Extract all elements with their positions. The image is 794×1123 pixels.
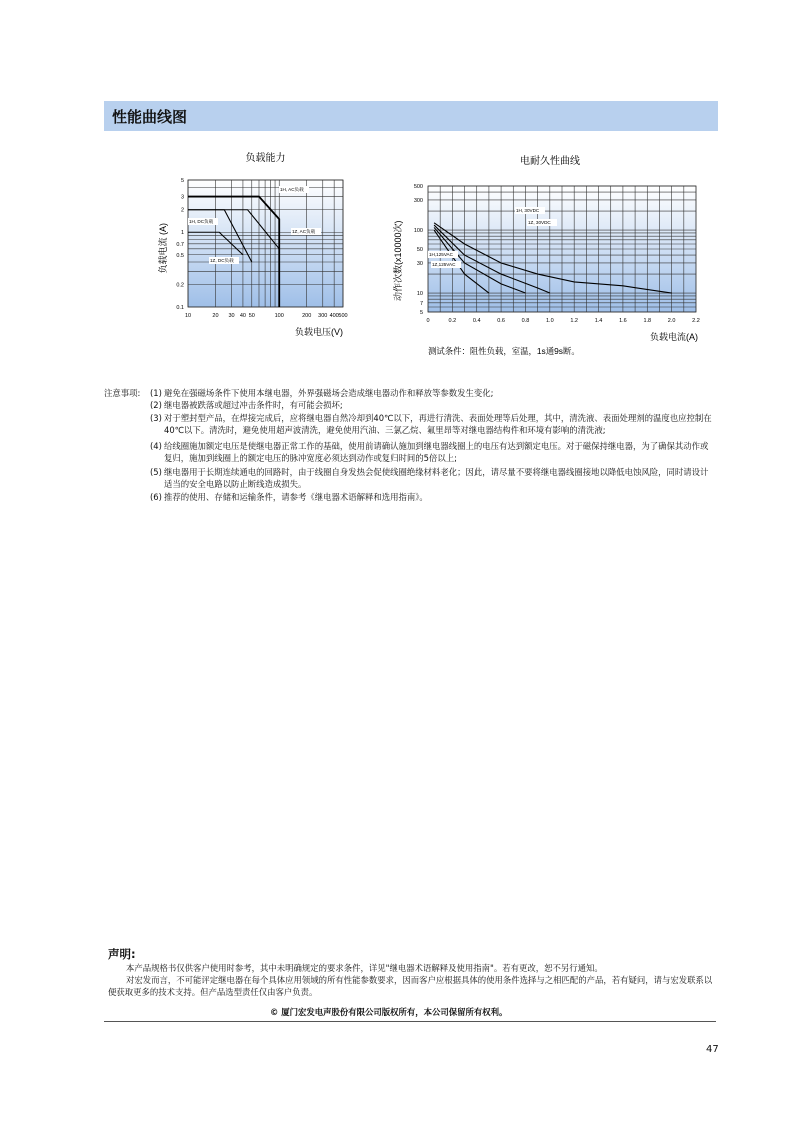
- x-axis-label: 负载电压(V): [295, 327, 343, 337]
- chart-title: 电耐久性曲线: [520, 156, 580, 167]
- y-tick-label: 0.5: [176, 252, 184, 259]
- test-conditions-caption: 测试条件：阻性负载，室温，1s通9s断。: [428, 346, 580, 356]
- x-tick-label: 500: [338, 313, 348, 319]
- note-text: 推荐的使用、存储和运输条件，请参考《继电器术语解释和选用指南》。: [164, 492, 428, 502]
- x-tick-label: 1.8: [643, 318, 652, 324]
- note-number: (1): [150, 388, 162, 398]
- series-annotation: 1H, 30VDC: [516, 208, 540, 213]
- x-tick-label: 0.8: [521, 318, 530, 324]
- series-annotation: 1H,125VAC: [429, 252, 453, 257]
- x-tick-label: 2.2: [692, 318, 700, 324]
- load-capability-svg: [150, 145, 360, 345]
- x-tick-label: 50: [248, 313, 255, 319]
- series-annotation: 1H, DC负载: [189, 219, 214, 224]
- x-axis-label: 负载电流(A): [650, 332, 698, 342]
- endurance-svg: [388, 150, 718, 360]
- x-tick-label: 200: [302, 313, 312, 319]
- declaration-line-2: 对宏发而言，不可能评定继电器在每个具体应用领域的所有性能参数要求，因而客户应根据具体的使用条件选择与之相匹配的产品，若有疑问，请与宏发联系以便获取更多的技术支持。但产品选型责任仅由客户负责。: [108, 975, 713, 997]
- y-tick-label: 3: [180, 194, 184, 201]
- x-tick-label: 1.2: [570, 318, 579, 324]
- copyright: © 厦门宏发电声股份有限公司版权所有，本公司保留所有权利。: [270, 1007, 508, 1017]
- declaration-title: 声明:: [108, 947, 136, 961]
- y-axis-label: 动作次数(x10000次): [393, 220, 403, 301]
- note-text: 给线圈施加额定电压是使继电器正常工作的基础，使用前请确认施加到继电器线圈上的电压有达到额定电压。对于磁保持继电器，为了确保其动作或复归，施加到线圈上的额定电压的脉冲宽度必须达到动作或复归时间的5倍以上;: [164, 441, 709, 463]
- note-number: (6): [150, 492, 162, 502]
- x-tick-label: 400: [329, 313, 339, 319]
- declaration-line-1: 本产品规格书仅供客户使用时参考，其中未明确规定的要求条件，详见"继电器术语解释及使用指南"。若有更改，恕不另行通知。: [126, 963, 603, 973]
- y-tick-label: 0.2: [176, 282, 184, 289]
- note-text: 继电器用于长期连续通电的回路时，由于线圈自身发热会促使线圈绝缘材料老化；因此，请尽量不要将继电器线圈接地以降低电蚀风险，同时请设计适当的安全电路以防止断线造成损失。: [164, 467, 709, 489]
- x-tick-label: 30: [228, 313, 235, 319]
- x-tick-label: 1.0: [545, 318, 554, 324]
- note-text: 继电器被跌落或超过冲击条件时，有可能会损坏;: [164, 400, 343, 410]
- x-tick-label: 0.4: [472, 318, 481, 324]
- y-tick-label: 0.7: [176, 241, 184, 248]
- series-annotation: 1Z, AC负载: [292, 229, 316, 234]
- y-tick-label: 50: [416, 247, 423, 253]
- chart-title: 负载能力: [245, 153, 286, 164]
- x-tick-label: 40: [239, 313, 246, 319]
- notes-label: 注意事项:: [104, 388, 141, 398]
- x-tick-label: 0.6: [497, 318, 505, 324]
- y-tick-label: 5: [419, 310, 423, 316]
- y-tick-label: 0.1: [176, 305, 184, 311]
- note-number: (2): [150, 400, 162, 410]
- x-tick-label: 1.4: [594, 318, 603, 324]
- y-tick-label: 300: [413, 197, 423, 204]
- series-annotation: 1Z, 30VDC: [528, 220, 551, 225]
- note-number: (4): [150, 441, 162, 451]
- y-tick-label: 2: [180, 207, 184, 214]
- x-tick-label: 20: [212, 313, 219, 319]
- y-tick-label: 500: [413, 184, 423, 190]
- plot-area: [188, 180, 343, 307]
- section-header: [104, 101, 718, 131]
- note-number: (5): [150, 467, 162, 477]
- x-tick-label: 300: [318, 313, 328, 319]
- x-tick-label: 100: [274, 313, 284, 319]
- x-tick-label: 2.0: [667, 318, 676, 324]
- series-annotation: 1Z, DC负载: [210, 258, 234, 263]
- y-tick-label: 5: [180, 178, 184, 184]
- footer-divider: [104, 1021, 716, 1022]
- page-number: 47: [706, 1044, 719, 1055]
- load-capability-chart: [150, 145, 360, 349]
- y-tick-label: 7: [419, 300, 423, 307]
- y-tick-label: 10: [416, 291, 423, 298]
- y-tick-label: 1: [180, 230, 184, 237]
- x-tick-label: 10: [184, 313, 192, 319]
- note-number: (3): [150, 413, 162, 423]
- y-axis-label: 负载电流 (A): [158, 223, 168, 274]
- x-tick-label: 1.6: [619, 318, 627, 324]
- series-annotation: 1H, AC负载: [280, 187, 304, 192]
- x-tick-label: 0: [426, 318, 430, 324]
- section-title: 性能曲线图: [112, 108, 188, 126]
- note-text: 对于塑封型产品，在焊接完成后，应将继电器自然冷却到40℃以下，再进行清洗、表面处理等后处理，其中，清洗液、表面处理剂的温度也应控制在40℃以下。清洗时，避免使用超声波清洗，避免使用汽油、三氯乙烷、氟里昂等对继电器结构件和环境有影响的清洗液;: [164, 413, 712, 435]
- series-annotation: 1Z,125VAC: [432, 262, 456, 267]
- y-tick-label: 30: [416, 260, 423, 267]
- y-tick-label: 100: [413, 228, 423, 235]
- x-tick-label: 0.2: [448, 318, 457, 324]
- endurance-chart: [388, 150, 718, 364]
- note-text: 避免在强磁场条件下使用本继电器，外界强磁场会造成继电器动作和释放等参数发生变化;: [164, 388, 494, 398]
